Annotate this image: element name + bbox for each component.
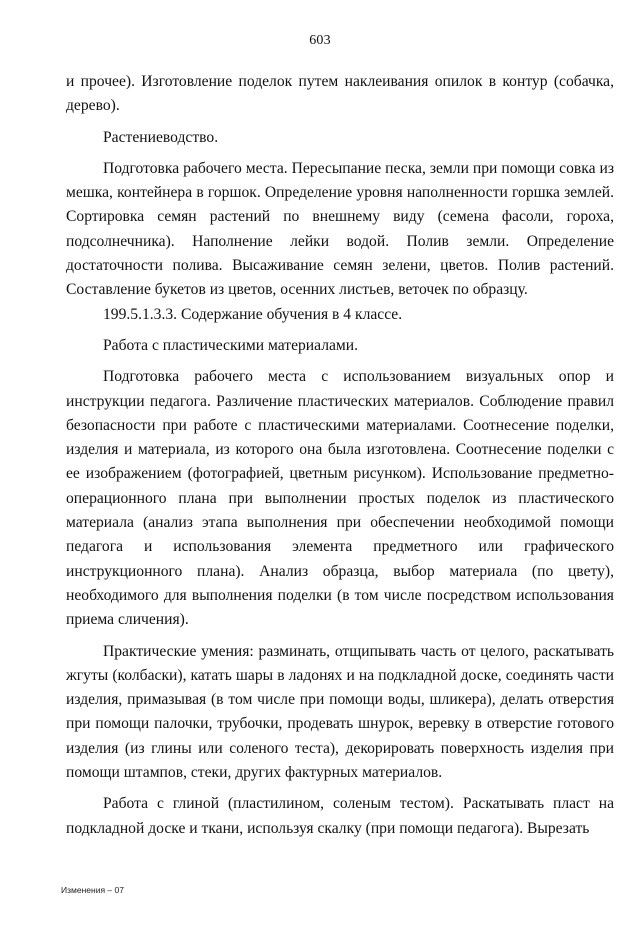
page-number: 603 bbox=[309, 33, 331, 48]
paragraph-materials-preparation: Подготовка рабочего места с использованием визуальных опор и инструкции педагога. Различение пластических материалов. Соблюдение правил безопасности при работе с пластическими материалами. Соотнесение поделки, изделия и материала, из которого она была изготовлена. Соотнесение поделки с ее изображением (фотографией, цветным рисунком). Использование предметно-операционного плана при выполнении простых поделок из пластического материала (анализ этапа выполнения при обеспечении необходимой помощи педагога и использования элемента предметного или графического инструкционного плана). Анализ образца, выбор материала (по цвету), необходимого для выполнения поделки (в том числе посредством использования приема сличения). bbox=[66, 368, 614, 629]
section-heading-plant-growing: Растениеводство. bbox=[103, 128, 219, 146]
paragraph-practical-skills: Практические умения: разминать, отщипывать часть от целого, раскатывать жгуты (колбаски), катать шары в ладонях и на подкладной доске, соединять части изделия, примазывая (в том числе при помощи воды, шликера), делать отверстия при помощи палочки, трубочки, продевать шнурок, веревку в отверстие готового изделия (из глины или соленого теста), декорировать поверхность изделия при помощи штампов, стеки, других фактурных материалов. bbox=[66, 642, 614, 782]
footer-revision-note: Изменения – 07 bbox=[61, 885, 124, 895]
paragraph-clay-work: Работа с глиной (пластилином, соленым тестом). Раскатывать пласт на подкладной доске и ткани, используя скалку (при помощи педагога). Вырезать bbox=[66, 795, 614, 837]
section-heading-grade-4-content: 199.5.1.3.3. Содержание обучения в 4 классе. bbox=[103, 305, 403, 323]
body-text bbox=[66, 70, 614, 841]
paragraph-workplace-preparation: Подготовка рабочего места. Пересыпание песка, земли при помощи совка из мешка, контейнера в горшок. Определение уровня наполненности горшка землей. Сортировка семян растений по внешнему виду (семена фасоли, гороха, подсолнечника). Наполнение лейки водой. Полив земли. Определение достаточности полива. Высаживание семян зелени, цветов. Полив растений. Составление букетов из цветов, осенних листьев, веточек по образцу. bbox=[66, 159, 614, 299]
paragraph-continuation: и прочее). Изготовление поделок путем наклеивания опилок в контур (собачка, дерево). bbox=[66, 73, 614, 115]
section-heading-plastic-materials: Работа с пластическими материалами. bbox=[103, 336, 359, 354]
